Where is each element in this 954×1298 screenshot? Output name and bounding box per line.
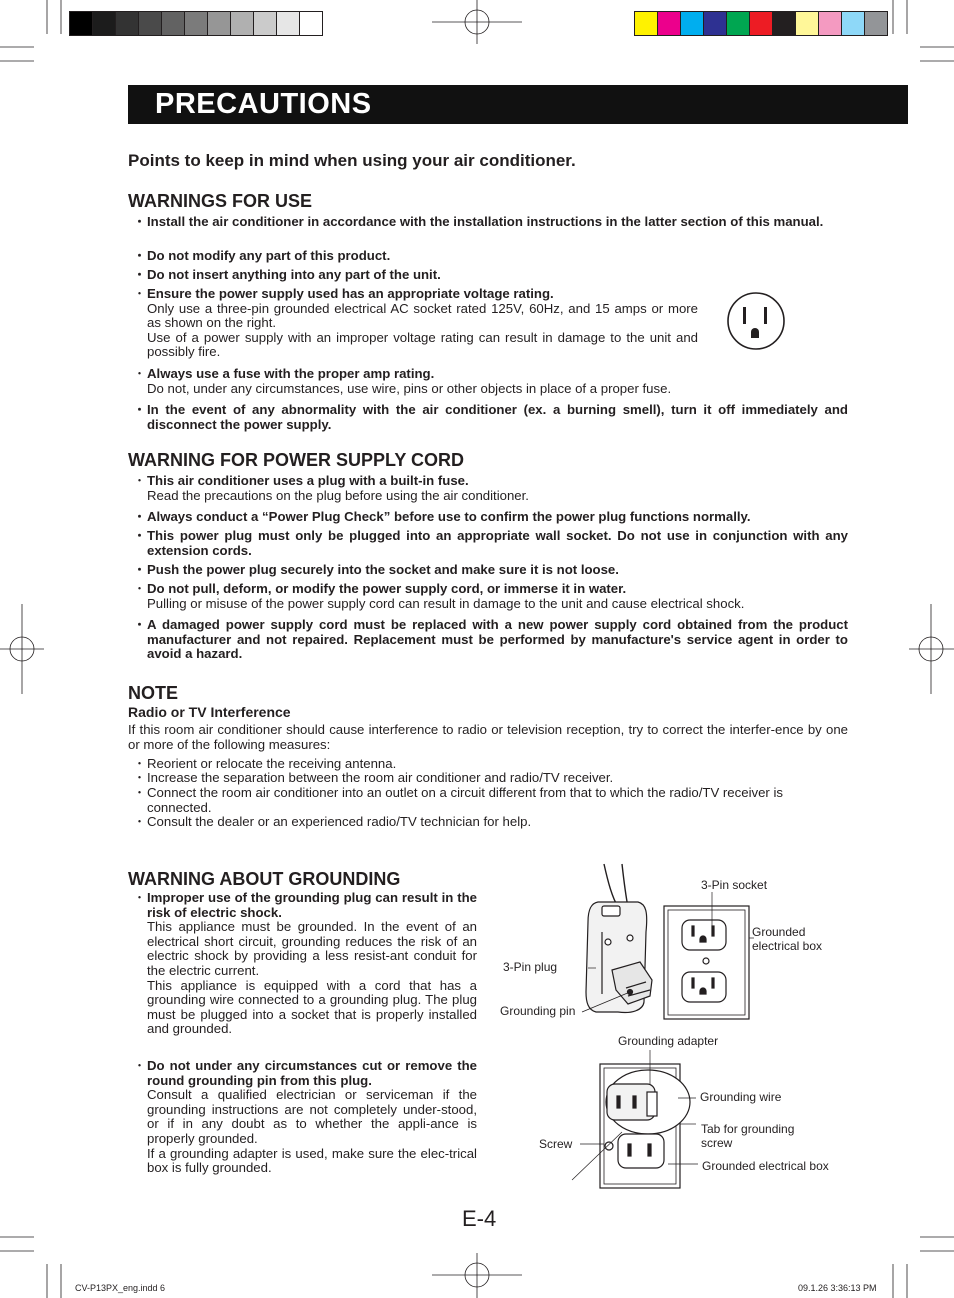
gray-swatch [300, 12, 322, 35]
color-swatch [750, 12, 773, 35]
label-grounded-box-2: Grounded electrical box [702, 1159, 829, 1173]
label-screw: Screw [539, 1137, 573, 1151]
color-swatch [796, 12, 819, 35]
section-heading-note: NOTE [128, 683, 179, 703]
gray-swatch [208, 12, 231, 35]
color-swatch [865, 12, 887, 35]
title-bar [128, 85, 908, 124]
list-item: ・ This power plug must only be plugged into an appropriate wall socket. Do not use in conjunction with any extension cords. [133, 528, 848, 558]
list-item: ・ A damaged power supply cord must be replaced with a new power supply cord obtained from the product manufacturer and not repaired. Replacement must be performed by manufacture's service agent in order to avoid a hazard. [133, 617, 848, 662]
gray-swatch [116, 12, 139, 35]
label-3pin-plug: 3-Pin plug [503, 960, 558, 974]
label-grounded-box: Grounded electrical box [752, 925, 823, 953]
gray-swatch [254, 12, 277, 35]
label-grounding-adapter: Grounding adapter [618, 1034, 719, 1048]
gray-swatch [277, 12, 300, 35]
list-item: ・ Install the air conditioner in accordance with the installation instructions in the latter section of this manual. [133, 214, 824, 229]
color-swatch [635, 12, 658, 35]
list-item: ・ In the event of any abnormality with the air conditioner (ex. a burning smell), turn it off immediately and disconnect the power supply. [133, 402, 848, 432]
color-swatch [658, 12, 681, 35]
label-grounding-wire: Grounding wire [700, 1090, 782, 1104]
list-item: ・ This air conditioner uses a plug with a built-in fuse. Read the precautions on the plug before using the air conditioner. [133, 473, 529, 503]
color-swatch [704, 12, 727, 35]
color-swatch [842, 12, 865, 35]
page-title: PRECAUTIONS [155, 88, 372, 120]
footer-filename: CV-P13PX_eng.indd 6 [75, 1283, 166, 1293]
section-heading-warnings-use: WARNINGS FOR USE [128, 191, 313, 211]
footer-timestamp: 09.1.26 3:36:13 PM [798, 1283, 877, 1293]
list-item: ・ Consult the dealer or an experienced radio/TV technician for help. [133, 814, 532, 829]
list-item: ・ Increase the separation between the room air conditioner and radio/TV receiver. [133, 770, 614, 785]
list-item: ・ Ensure the power supply used has an appropriate voltage rating. Only use a three-pin grounded electrical AC socket rated 125V, 60Hz, and 15 amps or more as shown on the right. Use of a power supply with an improper voltage rating can result in damage to the unit and possibly fire. [133, 286, 698, 360]
section-heading-power-cord: WARNING FOR POWER SUPPLY CORD [128, 450, 465, 470]
list-item: ・ Do not pull, deform, or modify the power supply cord, or immerse it in water. Pulling or misuse of the power supply cord can result in damage to the unit and cause electrical shock. [133, 581, 745, 611]
gray-calibration-bar [69, 11, 323, 36]
three-pin-socket-illustration [726, 290, 786, 352]
note-intro: If this room air conditioner should cause interference to radio or television reception, try to correct the interfer-ence by one or more of the following measures: [128, 722, 848, 752]
color-calibration-bar [634, 11, 888, 36]
color-swatch [727, 12, 750, 35]
label-grounding-pin: Grounding pin [500, 1004, 576, 1018]
gray-swatch [93, 12, 116, 35]
list-item: ・ Do not under any circumstances cut or remove the round grounding pin from this plug. Consult a qualified electrician or serviceman if the grounding instructions are not completely under-stood, or if in any doubt as to whether the appli-ance is properly grounded. If a grounding adapter is used, make sure the elec-trical box is fully grounded. [133, 1058, 477, 1176]
list-item: ・ Connect the room air conditioner into an outlet on a circuit different from that to which the radio/TV receiver is connected. [133, 785, 784, 815]
list-item: ・ Do not insert anything into any part of the unit. [133, 267, 441, 282]
note-subheading: Radio or TV Interference [128, 704, 291, 720]
section-heading-grounding: WARNING ABOUT GROUNDING [128, 869, 401, 889]
color-swatch [773, 12, 796, 35]
list-item: ・ Always use a fuse with the proper amp rating. Do not, under any circumstances, use wire, pins or other objects in place of a proper fuse. [133, 366, 672, 396]
label-3pin-socket: 3-Pin socket [701, 878, 768, 892]
label-tab-grounding-screw: Tab for grounding screw [701, 1122, 795, 1150]
gray-swatch [70, 12, 93, 35]
subtitle: Points to keep in mind when using your air conditioner. [128, 151, 576, 170]
list-item: ・ Reorient or relocate the receiving antenna. [133, 756, 397, 771]
color-swatch [681, 12, 704, 35]
page-number: E-4 [462, 1206, 497, 1231]
gray-swatch [231, 12, 254, 35]
list-item: ・ Do not modify any part of this product. [133, 248, 391, 263]
gray-swatch [139, 12, 162, 35]
list-item: ・ Push the power plug securely into the socket and make sure it is not loose. [133, 562, 619, 577]
gray-swatch [162, 12, 185, 35]
list-item: ・ Improper use of the grounding plug can result in the risk of electric shock. This appliance must be grounded. In the event of an electrical short circuit, grounding reduces the risk of an electric shock by providing a less resist-ant conduit for the electric current. This appliance is equipped with a cord that has a grounding wire connected to a grounding plug. The plug must be plugged into a socket that is properly installed and grounded. [133, 890, 477, 1037]
list-item: ・ Always conduct a “Power Plug Check” before use to confirm the power plug functions normally. [133, 509, 751, 524]
color-swatch [819, 12, 842, 35]
gray-swatch [185, 12, 208, 35]
